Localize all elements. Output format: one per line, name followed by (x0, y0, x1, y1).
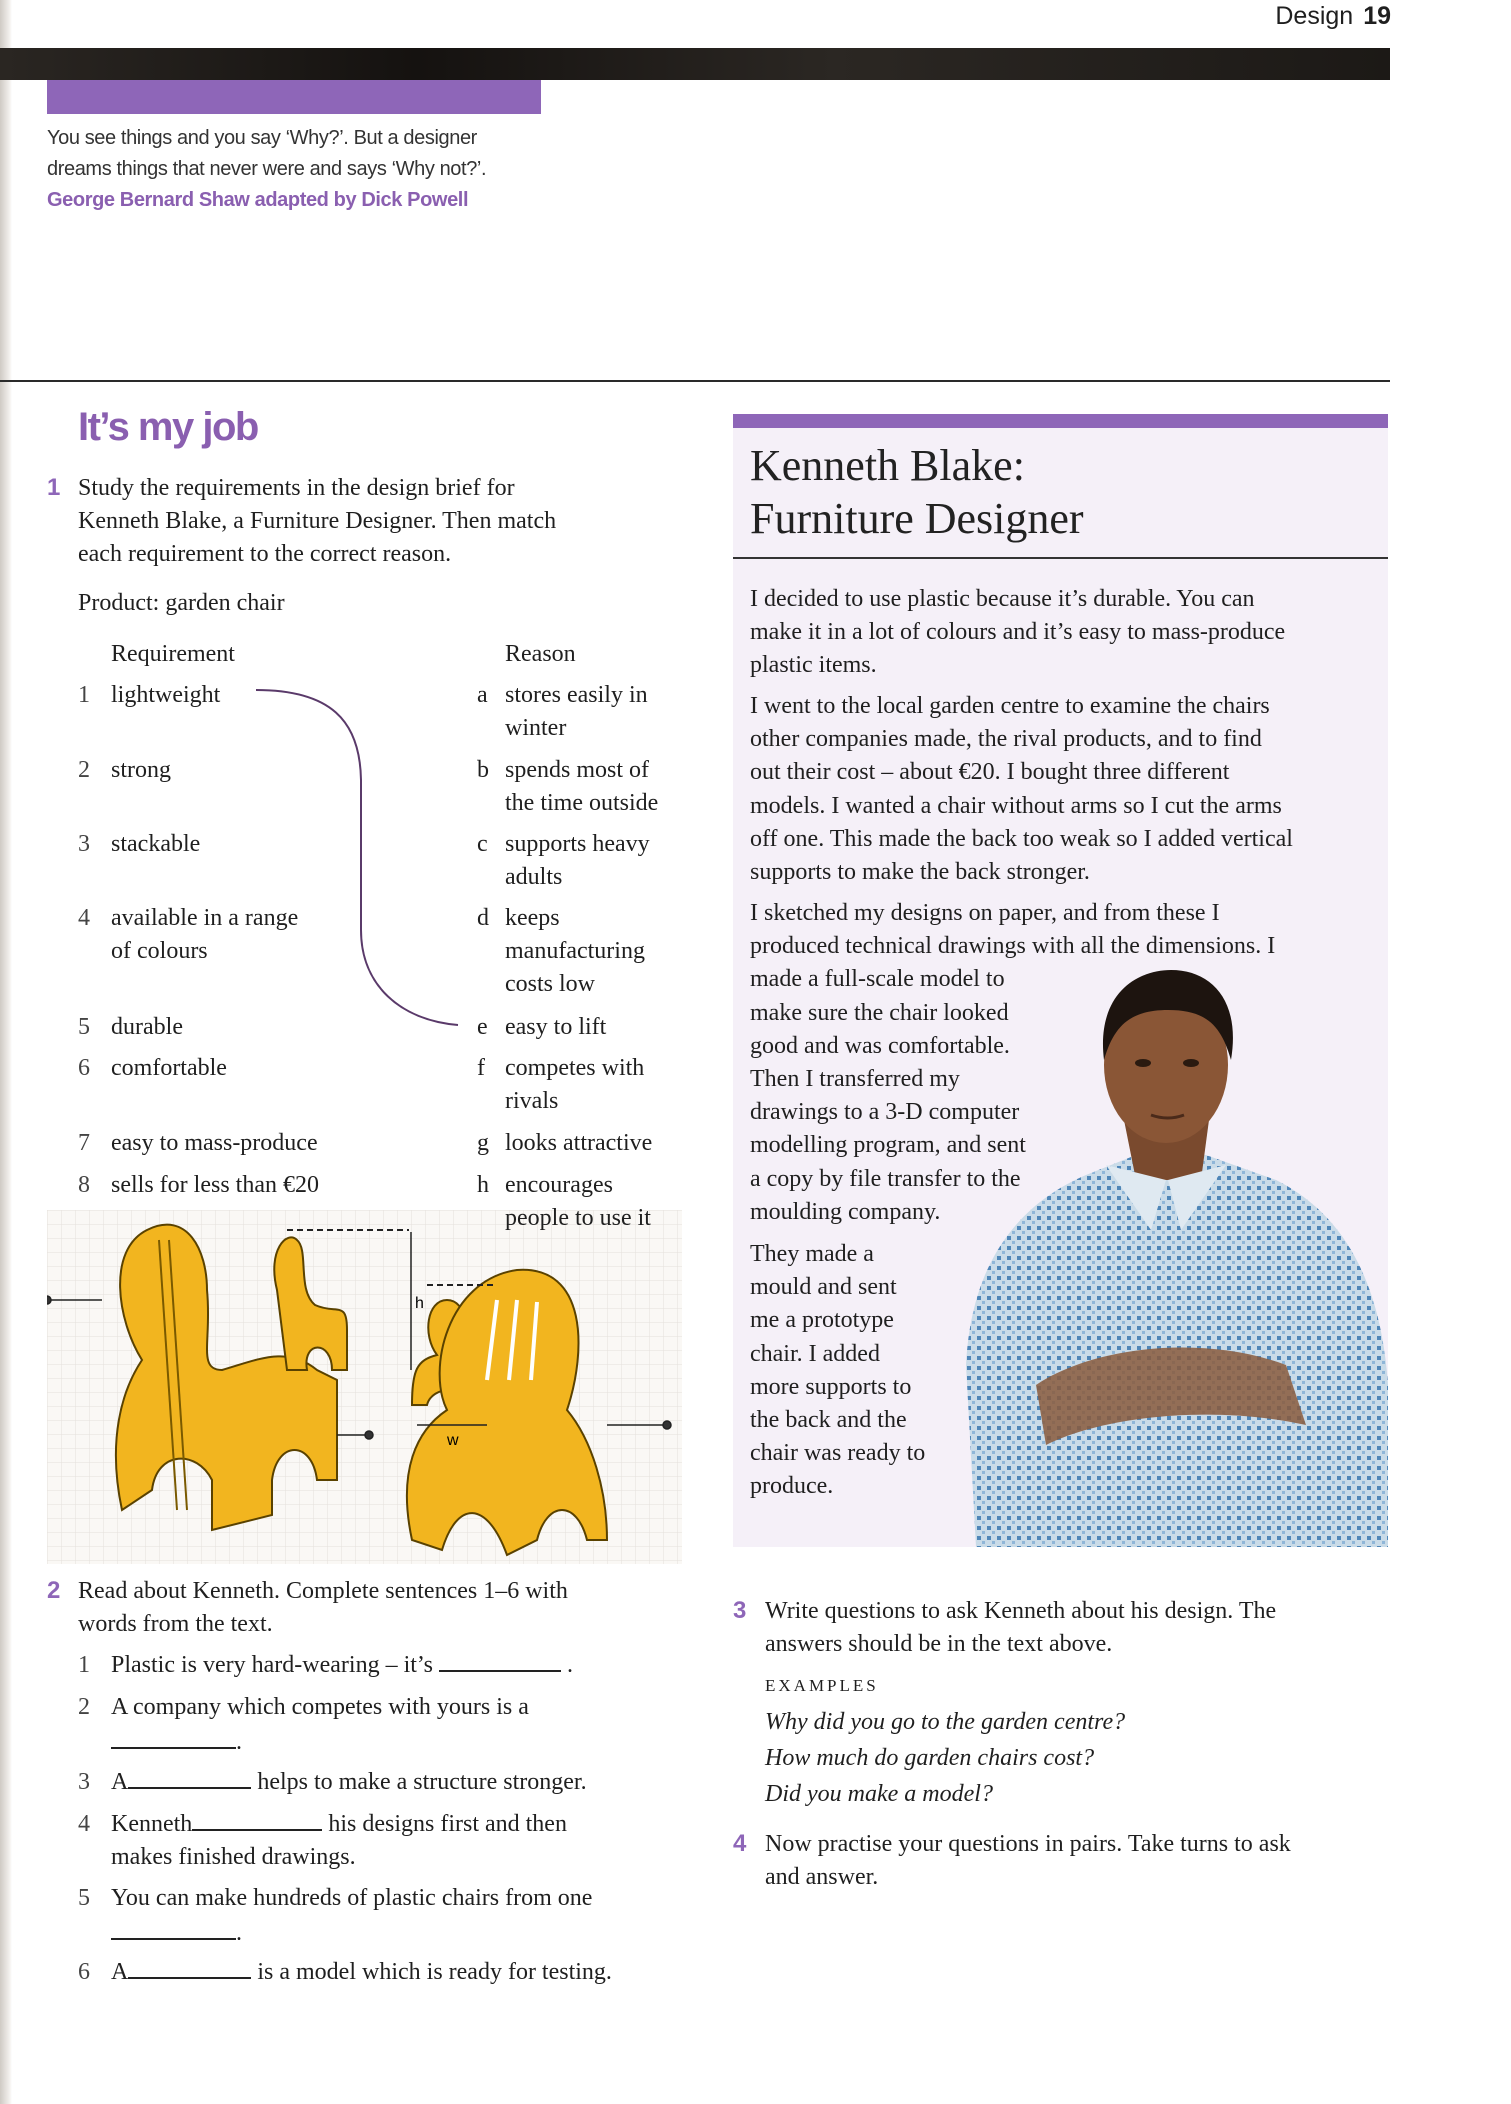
profile-text-line: good and was comfortable. (750, 1032, 1010, 1059)
sentence-text: A (111, 1959, 129, 1985)
requirement-item: stackable (111, 831, 201, 857)
sentence-text: Plastic is very hard-wearing – it’s (111, 1652, 433, 1678)
profile-text-line: mould and sent (750, 1274, 897, 1301)
requirement-item: strong (111, 757, 171, 783)
sentence-item (111, 1808, 567, 1840)
quote-author: George Bernard Shaw adapted by Dick Powell (47, 189, 469, 211)
profile-text-line: chair was ready to (750, 1440, 926, 1467)
product-label: Product: garden chair (78, 590, 285, 616)
chair-diagram (47, 1210, 682, 1564)
instruction-line: each requirement to the correct reason. (78, 541, 452, 567)
sentence-item (111, 1691, 529, 1723)
exercise-number: 3 (733, 1597, 747, 1624)
accent-bar (47, 80, 541, 114)
requirement-header: Requirement (111, 641, 235, 667)
instruction-line: Kenneth Blake, a Furniture Designer. Then match (78, 508, 557, 534)
profile-text-line: out their cost – about €20. I bought three different (750, 759, 1230, 786)
instruction-line: and answer. (765, 1864, 879, 1890)
profile-text-line: modelling program, and sent (750, 1132, 1026, 1159)
reason-item: supports heavy (505, 831, 650, 857)
answer-blank[interactable] (439, 1650, 561, 1672)
reason-letter: g (477, 1130, 489, 1156)
reason-item: the time outside (505, 790, 659, 816)
answer-blank[interactable] (111, 1918, 236, 1940)
sentence-text: A (111, 1769, 129, 1795)
sentence-text: Kenneth (111, 1811, 193, 1837)
reason-item: rivals (505, 1088, 559, 1114)
sentence-item (111, 1956, 612, 1988)
instruction-line: words from the text. (78, 1611, 273, 1637)
example-question: Did you make a model? (765, 1781, 993, 1807)
answer-blank[interactable] (128, 1767, 251, 1789)
kenneth-photo (956, 965, 1388, 1547)
reason-item: costs low (505, 971, 595, 997)
profile-text-line: I sketched my designs on paper, and from these I (750, 900, 1220, 926)
profile-text-line: They made a (750, 1241, 874, 1267)
requirement-number: 7 (78, 1130, 90, 1156)
sentence-text: A company which competes with yours is a (111, 1694, 529, 1720)
sentence-text: You can make hundreds of plastic chairs from one (111, 1885, 593, 1911)
quote-line: You see things and you say ‘Why?’. But a designer (47, 127, 477, 149)
reason-item: winter (505, 715, 567, 741)
width-label: w (447, 1432, 459, 1449)
requirement-number: 4 (78, 905, 90, 931)
exercise-number: 2 (47, 1577, 61, 1604)
page-edge-shadow (0, 0, 12, 2104)
requirement-item: comfortable (111, 1055, 227, 1081)
profile-text-line: produce. (750, 1473, 834, 1500)
instruction-line: Study the requirements in the design brief for (78, 475, 515, 501)
instruction-line: answers should be in the text above. (765, 1631, 1113, 1657)
requirement-item: easy to mass-produce (111, 1130, 318, 1156)
profile-text-line: models. I wanted a chair without arms so I cut the arms (750, 792, 1282, 819)
reason-item: spends most of (505, 757, 649, 783)
exercise-number: 4 (733, 1830, 747, 1857)
sentence-text: . (236, 1920, 242, 1946)
quote-line: dreams things that never were and says ‘Why not?’. (47, 158, 487, 180)
profile-text-line: I went to the local garden centre to examine the chairs (750, 693, 1270, 719)
reason-item: easy to lift (505, 1014, 607, 1040)
profile-text-line: off one. This made the back too weak so I added vertical (750, 825, 1293, 852)
example-question: How much do garden chairs cost? (765, 1745, 1095, 1771)
sentence-item (111, 1917, 242, 1949)
instruction-line: Read about Kenneth. Complete sentences 1–6 with (78, 1578, 568, 1604)
reason-item: manufacturing (505, 938, 645, 964)
reason-item: stores easily in (505, 682, 648, 708)
profile-text-line: make sure the chair looked (750, 999, 1009, 1026)
instruction-line: Write questions to ask Kenneth about his design. The (765, 1598, 1277, 1624)
answer-blank[interactable] (192, 1809, 322, 1831)
profile-title: Kenneth Blake: (750, 441, 1025, 490)
item-number: 6 (78, 1959, 90, 1985)
answer-blank[interactable] (128, 1957, 251, 1979)
sentence-item (111, 1649, 573, 1681)
reason-item: keeps (505, 905, 560, 931)
reason-item: looks attractive (505, 1130, 653, 1156)
reason-letter: e (477, 1014, 488, 1040)
reason-letter: d (477, 905, 489, 931)
reason-item: people to use it (505, 1205, 651, 1231)
reason-letter: a (477, 682, 488, 708)
requirement-item: available in a range (111, 905, 299, 931)
profile-text-line: I decided to use plastic because it’s durable. You can (750, 586, 1255, 612)
profile-text-line: me a prototype (750, 1307, 894, 1334)
item-number: 4 (78, 1811, 90, 1837)
profile-text-line: Then I transferred my (750, 1066, 960, 1092)
profile-text-line: more supports to (750, 1373, 912, 1400)
reason-letter: b (477, 757, 489, 783)
header-banner (0, 48, 1390, 80)
reason-letter: c (477, 831, 488, 857)
profile-text-line: made a full-scale model to (750, 966, 1005, 993)
sentence-text: . (236, 1729, 242, 1755)
sentence-item (111, 1726, 242, 1758)
sentence-text: his designs first and then (328, 1811, 567, 1837)
profile-text-line: plastic items. (750, 652, 877, 679)
page-number: 19 (1363, 2, 1391, 30)
panel-stripe (733, 414, 1388, 428)
profile-text-line: a copy by file transfer to the (750, 1165, 1021, 1192)
item-number: 3 (78, 1769, 90, 1795)
section-name: Design (1275, 2, 1354, 30)
reason-item: adults (505, 864, 563, 890)
sentence-text: . (566, 1652, 573, 1678)
examples-label: EXAMPLES (765, 1676, 879, 1695)
exercise-number: 1 (47, 474, 61, 501)
profile-text-line: make it in a lot of colours and it’s easy to mass-produce (750, 619, 1286, 646)
sentence-item (111, 1766, 587, 1798)
profile-text-line: chair. I added (750, 1340, 880, 1367)
reason-header: Reason (505, 641, 576, 667)
requirement-number: 1 (78, 682, 90, 708)
profile-text-line: other companies made, the rival products, and to find (750, 726, 1262, 753)
sentence-text: is a model which is ready for testing. (257, 1959, 612, 1985)
item-number: 5 (78, 1885, 90, 1911)
profile-text-line: moulding company. (750, 1198, 941, 1225)
reason-item: competes with (505, 1055, 645, 1081)
requirement-number: 2 (78, 757, 90, 783)
divider (0, 380, 1390, 382)
reason-item: encourages (505, 1172, 613, 1198)
reason-letter: f (477, 1055, 485, 1081)
sentence-text: helps to make a structure stronger. (257, 1769, 587, 1795)
height-label: h (415, 1295, 424, 1312)
item-number: 1 (78, 1652, 90, 1678)
profile-title: Furniture Designer (750, 494, 1084, 543)
section-title: It’s my job (78, 405, 258, 449)
profile-text-line: supports to make the back stronger. (750, 859, 1090, 885)
requirement-item: sells for less than €20 (111, 1172, 319, 1198)
requirement-item: durable (111, 1014, 183, 1040)
item-number: 2 (78, 1694, 90, 1720)
profile-text-line: produced technical drawings with all the dimensions. I (750, 933, 1276, 960)
requirement-number: 8 (78, 1172, 90, 1198)
profile-text-line: drawings to a 3-D computer (750, 1099, 1020, 1126)
requirement-number: 3 (78, 831, 90, 857)
profile-text-line: the back and the (750, 1407, 907, 1433)
sentence-item: makes finished drawings. (111, 1844, 356, 1870)
example-question: Why did you go to the garden centre? (765, 1709, 1126, 1735)
title-rule (733, 557, 1388, 559)
requirement-item: lightweight (111, 682, 221, 708)
instruction-line: Now practise your questions in pairs. Take turns to ask (765, 1831, 1291, 1857)
answer-blank[interactable] (111, 1727, 236, 1749)
reason-letter: h (477, 1172, 489, 1198)
page-header (1275, 2, 1391, 31)
requirement-item: of colours (111, 938, 208, 964)
requirement-number: 6 (78, 1055, 90, 1081)
requirement-number: 5 (78, 1014, 90, 1040)
sentence-item (111, 1882, 592, 1914)
